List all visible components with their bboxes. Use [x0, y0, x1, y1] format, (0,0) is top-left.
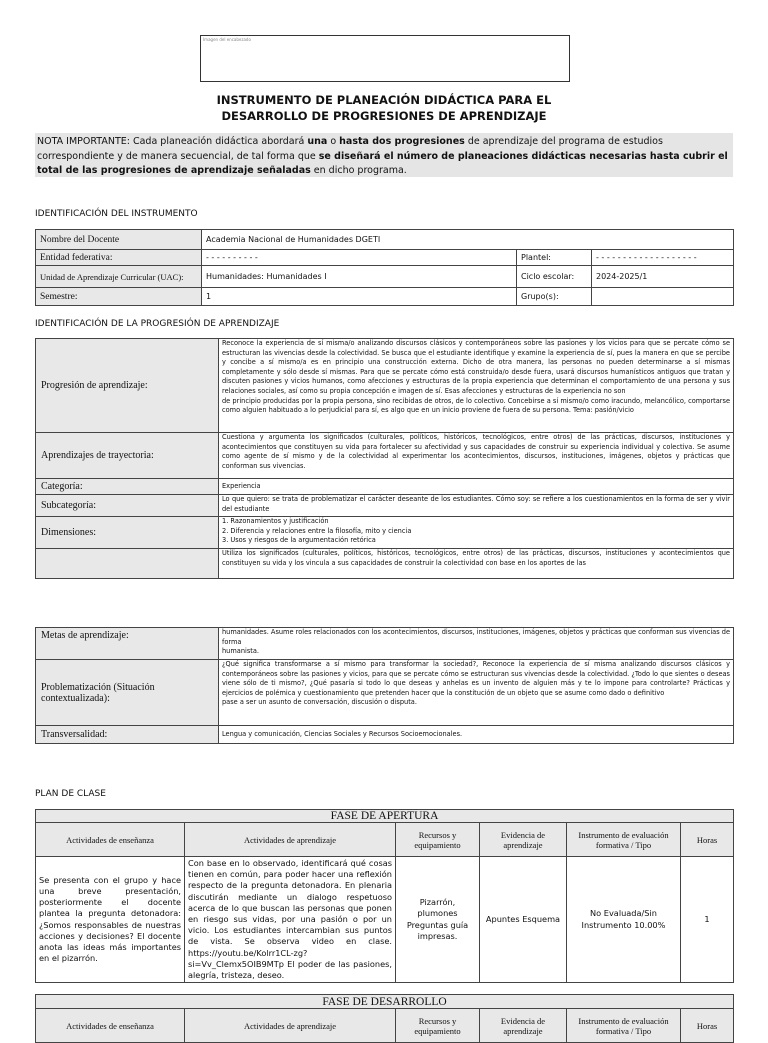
semestre-label: Semestre: — [36, 288, 202, 306]
problematizacion-text: ¿Qué significa transformarse a sí mismo para transformar la sociedad?, Reconoce la experiencia de sí misma analizando discursos clásicos y contemporáneos sobre las pasiones y vicios, para que se percate cómo se estructuran sus vivencias desde la colectividad. ¿Todo lo que sientes o deseas viene sólo de ti mismo?, ¿Qué pasaría si todo lo que deseas y anhelas es un invento de alguien más y te lo impone para controlarte? Prácticas y ejercicios de polémica y cuestionamiento que pretenden hacer que la constitución de un objeto que se asume como dado o definitivo — [222, 660, 730, 697]
ciclo-value: 2024-2025/1 — [592, 266, 734, 288]
section-title-progresion: IDENTIFICACIÓN DE LA PROGRESIÓN DE APRENDIZAJE — [35, 319, 280, 329]
nota-bold-2: hasta dos progresiones — [339, 136, 465, 147]
nota-text-4: en dicho programa. — [310, 165, 407, 176]
dimension-item: 3. Usos y riesgos de la argumentación retórica — [222, 536, 376, 545]
categoria-value: Experiencia — [219, 479, 734, 495]
metas-label: Metas de aprendizaje: — [36, 628, 219, 660]
dimensiones-list — [219, 517, 734, 549]
progresion-text: Reconoce la experiencia de sí misma/o analizando discursos clásicos y contemporáneos sobre las pasiones y los vicios para que se percate cómo se estructuran las vivencias desde la colectividad. Se busca que el estudiante identifique y examine la experiencia de sí, pues la manera en que se percibe y concibe a sí mismo/a es en principio una construcción externa. Dicho de otra manera, las personas no pueden determinarse a sí mismas completamente y sólo desde sí mismas. Para que se percate cómo está construida/o desde fuera, usará discursos humanísticos antiguos que tratan y discuten pasiones y vicios humanos, como afecciones y estructuras de la propia experiencia que determinan el comportamiento de una persona y sus relaciones sociales, así como su propia concepción e imagen de sí. Esas afecciones y estructuras de la experiencia no son — [222, 339, 730, 395]
fase-desarrollo-table — [35, 994, 734, 1043]
semestre-value: 1 — [202, 288, 517, 306]
trayectoria-label: Aprendizajes de trayectoria: — [36, 433, 219, 479]
col-instrumento: Instrumento de evaluación formativa / Tipo — [567, 823, 681, 857]
uac-value: Humanidades: Humanidades I — [202, 266, 517, 288]
col-horas: Horas — [681, 823, 734, 857]
col-ensenanza: Actividades de enseñanza — [36, 823, 185, 857]
continuacion-table — [35, 627, 734, 744]
fase-apertura-table — [35, 809, 734, 983]
metas-text: humanidades. Asume roles relacionados con los acontecimientos, discursos, instituciones, imágenes, objetos y prácticas que conforman sus vivencias de forma — [222, 628, 730, 646]
entidad-value: - - - - - - - - - - — [202, 250, 517, 266]
dimension-item: 1. Razonamientos y justificación — [222, 517, 329, 525]
dimensiones-label: Dimensiones: — [36, 517, 219, 549]
nota-importante — [35, 133, 733, 177]
dimension-item: 2. Diferencia y relaciones entre la filosofía, mito y ciencia — [222, 526, 412, 535]
evidencia-cell: Apuntes Esquema — [480, 857, 567, 983]
progresion-text-cell — [219, 339, 734, 433]
actividad-ensenanza-cell: Se presenta con el grupo y hace una breve presentación, posteriormente el docente plantea la pregunta detonadora: ¿Somos responsables de nuestras acciones y decisiones? El docente anota las ideas más importantes en el pizarrón. — [36, 857, 185, 983]
metas-text-2: humanista. — [222, 647, 259, 656]
identificacion-table — [35, 229, 734, 306]
col-recursos: Recursos y equipamiento — [396, 1009, 480, 1043]
actividad-aprendizaje-cell: Con base en lo observado, identificará qué cosas tienen en común, para poder hacer una reflexión respecto de la pregunta detonadora. En plenaria discutirán mediante un dialogo respetuoso acerca de lo que buscan las personas que ponen en riesgo sus vidas, por una pasión o por un vicio. Los estudiantes intercambian sus puntos de vista. Se observa video en clase. https://youtu.be/Kolrr1CL-zg?si=Vv_Clemx5OIB9MTp El poder de las pasiones, alegría, tristeza, deseo. — [185, 857, 396, 983]
section-title-identificacion: IDENTIFICACIÓN DEL INSTRUMENTO — [35, 209, 198, 219]
title-line-2: DESARROLLO DE PROGRESIONES DE APRENDIZAJE — [221, 109, 547, 123]
metas-label-empty — [36, 549, 219, 579]
col-evidencia: Evidencia de aprendizaje — [480, 823, 567, 857]
document-title — [150, 92, 618, 124]
col-instrumento: Instrumento de evaluación formativa / Tipo — [567, 1009, 681, 1043]
trayectoria-text: Cuestiona y argumenta los significados (culturales, políticos, históricos, tecnológicos, entre otros) de las prácticas, discursos, instituciones y acontecimientos que constituyen su vida para fortalecer su afectividad y sus capacidades de construir su experiencia individual y colectiva. Se asume como agente de sí mismo y de la colectividad al experimentar los acontecimientos, discursos, instituciones, imágenes, objetos y prácticas que conforman sus vivencias. — [219, 433, 734, 479]
col-horas: Horas — [681, 1009, 734, 1043]
grupo-label: Grupo(s): — [517, 288, 592, 306]
instrumento-cell: No Evaluada/Sin Instrumento 10.00% — [567, 857, 681, 983]
col-aprendizaje: Actividades de aprendizaje — [185, 823, 396, 857]
col-evidencia: Evidencia de aprendizaje — [480, 1009, 567, 1043]
nota-text-3: de aprendizaje del programa de estudios correspondiente y de manera secuencial, de tal forma que — [37, 136, 663, 162]
nota-text-1: NOTA IMPORTANTE: Cada planeación didáctica abordará — [37, 136, 308, 147]
subcategoria-value: Lo que quiero: se trata de problematizar el carácter deseante de los estudiantes. Cómo soy: se refiere a los cuestionamientos en la forma de ser y vivir del estudiante — [219, 495, 734, 517]
col-recursos: Recursos y equipamiento — [396, 823, 480, 857]
header-logo-placeholder — [200, 35, 570, 82]
problematizacion-text-cell — [219, 660, 734, 726]
transversalidad-label: Transversalidad: — [36, 726, 219, 744]
grupo-value — [592, 288, 734, 306]
problematizacion-label: Problematización (Situación contextualizada): — [36, 660, 219, 726]
metas-preview-text: Utiliza los significados (culturales, políticos, históricos, tecnológicos, entre otros) de las prácticas, discursos, instituciones y acontecimientos que constituyen su vida y los vincula a sus capacidades de construir la colectividad con base en los aportes de las — [219, 549, 734, 579]
subcategoria-label: Subcategoría: — [36, 495, 219, 517]
metas-text-cell — [219, 628, 734, 660]
nota-bold-1: una — [307, 136, 328, 147]
categoria-label: Categoría: — [36, 479, 219, 495]
progresion-text-2: de principio producidas por la propia persona, sino recibidas de otros, de lo colectivo. Concebirse a sí mismo/o como iracundo, melancólico, comportarse como alguien habituado a lo perjudicial para sí, es algo que en un inicio proviene de fuera de su persona. Tema: pasión/vicio — [222, 396, 730, 415]
fase-apertura-title: FASE DE APERTURA — [36, 810, 734, 823]
nota-bold-3: se diseñará el número de planeaciones didácticas necesarias hasta cubrir el total de las progresiones de aprendizaje señaladas — [37, 150, 728, 176]
recursos-cell: Pizarrón, plumones Preguntas guía impresas. — [396, 857, 480, 983]
horas-cell: 1 — [681, 857, 734, 983]
col-ensenanza: Actividades de enseñanza — [36, 1009, 185, 1043]
title-line-1: INSTRUMENTO DE PLANEACIÓN DIDÁCTICA PARA EL — [216, 93, 552, 107]
col-aprendizaje: Actividades de aprendizaje — [185, 1009, 396, 1043]
uac-label: Unidad de Aprendizaje Curricular (UAC): — [36, 266, 202, 288]
section-title-plan: PLAN DE CLASE — [35, 789, 106, 799]
progresion-label: Progresión de aprendizaje: — [36, 339, 219, 433]
transversalidad-value: Lengua y comunicación, Ciencias Sociales y Recursos Socioemocionales. — [219, 726, 734, 744]
fase-desarrollo-title: FASE DE DESARROLLO — [36, 995, 734, 1009]
problematizacion-text-2: pase a ser un asunto de conversación, discusión o disputa. — [222, 698, 417, 707]
plantel-label: Plantel: — [517, 250, 592, 266]
docente-label: Nombre del Docente — [36, 230, 202, 250]
progresion-table — [35, 338, 734, 579]
ciclo-label: Ciclo escolar: — [517, 266, 592, 288]
logo-placeholder-text: Imagen del encabezado — [203, 37, 251, 42]
docente-value: Academia Nacional de Humanidades DGETI — [202, 230, 734, 250]
nota-text-2: o — [327, 136, 340, 147]
plantel-value: - - - - - - - - - - - - - - - - - - - — [592, 250, 734, 266]
entidad-label: Entidad federativa: — [36, 250, 202, 266]
